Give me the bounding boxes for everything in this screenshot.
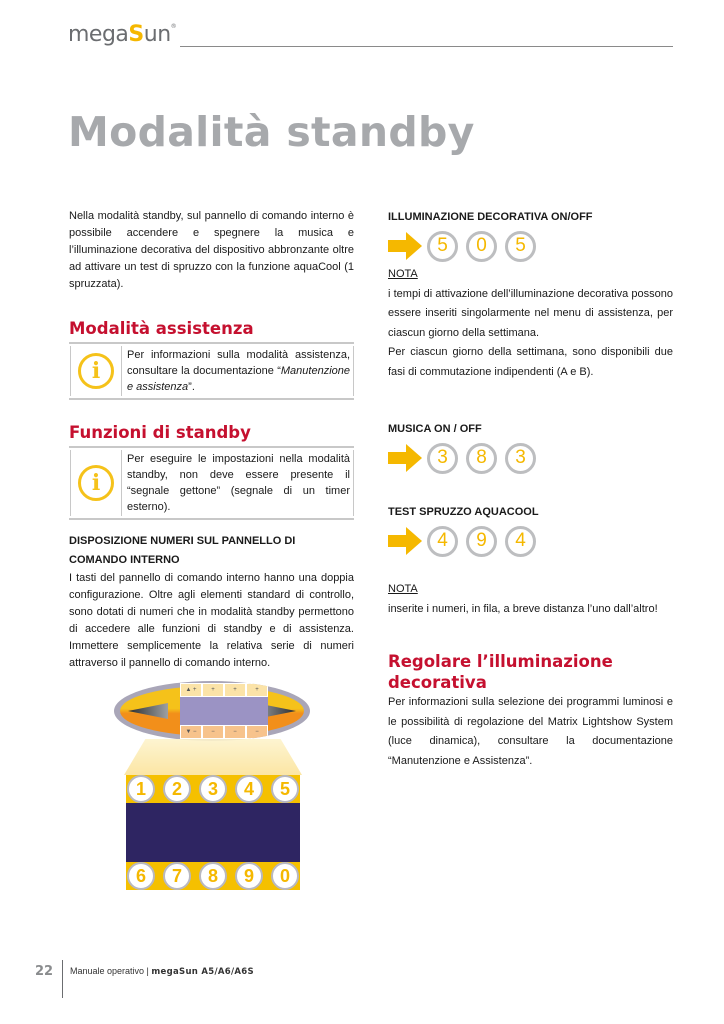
model-name: megaSun A5/A6/A6S <box>151 967 254 977</box>
panel-minus-button: − <box>246 725 268 739</box>
info-icon: i <box>78 465 114 501</box>
heading-regolare-illuminazione: Regolare l’illuminazione decorativa <box>388 652 613 692</box>
number-key: 4 <box>235 775 263 803</box>
arrow-right-icon <box>388 527 424 555</box>
info-text-pre: Per informazioni sulla modalità assistenza, consultare la documentazione “ <box>127 349 350 377</box>
logo-prefix: mega <box>68 22 129 47</box>
number-key: 7 <box>163 862 191 890</box>
info-icon: i <box>78 353 114 389</box>
number-key: 3 <box>199 775 227 803</box>
panel-plus-button: + <box>246 683 268 697</box>
code-musica <box>388 441 673 475</box>
code-illuminazione <box>388 229 673 263</box>
panel-dark-band <box>126 803 300 862</box>
code-digit: 3 <box>505 443 536 474</box>
nota-label: NOTA <box>388 268 418 280</box>
number-keys-bottom <box>126 862 300 890</box>
code-digit: 0 <box>466 231 497 262</box>
heading-funzioni-standby: Funzioni di standby <box>69 423 251 442</box>
megasun-logo <box>68 22 176 47</box>
panel-plus-button: + <box>224 683 246 697</box>
info-icon-cell <box>70 346 122 396</box>
heading-aquacool: TEST SPRUZZO AQUACOOL <box>388 506 539 518</box>
arrow-right-icon <box>388 444 424 472</box>
number-key: 8 <box>199 862 227 890</box>
disposizione-paragraph: I tasti del pannello di comando interno hanno una doppia configurazione. Oltre agli elementi standard di controllo, sono dotati di numeri che in modalità standby permettono di accedere alle funzioni di standby e di assistenza. Immettere semplicemente la relativa serie di numeri attraverso il pannello di comando interno. <box>69 572 354 669</box>
heading-illuminazione: ILLUMINAZIONE DECORATIVA ON/OFF <box>388 211 593 223</box>
intro-paragraph: Nella modalità standby, sul pannello di comando interno è possibile accendere e spegnere la musica e l’illuminazione decorativa del dispositivo abbronzante oltre ad attivare un test di spruzzo con la funzione aquaCool (1 spruzzata). <box>69 210 354 290</box>
info-icon-cell <box>70 450 122 516</box>
code-digit: 4 <box>505 526 536 557</box>
panel-minus-button: − <box>224 725 246 739</box>
arrow-right-icon <box>388 232 424 260</box>
code-digit: 5 <box>505 231 536 262</box>
info-text-funzioni: Per eseguire le impostazioni nella modalità standby, non deve essere presente il “segnale gettone” (segnale di un timer esterno). <box>122 450 354 516</box>
panel-oval <box>114 681 310 741</box>
right-column <box>388 208 673 771</box>
heading-musica: MUSICA ON / OFF <box>388 423 482 435</box>
info-box-assistenza <box>69 342 354 400</box>
number-keys-top <box>126 775 300 803</box>
nota-text-illuminazione-1: i tempi di attivazione dell’illuminazione decorativa possono essere inseriti singolarmente nel menu di assistenza, per ciascun giorno della settimana. <box>388 287 673 339</box>
panel-bottom-buttons <box>180 725 268 739</box>
panel-plus-button: + <box>202 683 224 697</box>
page-number: 22 <box>35 964 54 979</box>
code-digit: 4 <box>427 526 458 557</box>
registered-mark: ® <box>170 23 177 30</box>
info-text-emphasis: Manutenzione e assistenza <box>127 365 350 393</box>
logo-s: S <box>128 22 144 47</box>
logo-suffix: un <box>143 22 171 47</box>
footer-rule <box>62 960 63 998</box>
code-digit: 8 <box>466 443 497 474</box>
nota-text-illuminazione-2: Per ciascun giorno della settimana, sono disponibili due fasi di commutazione indipendenti (A e B). <box>388 346 673 378</box>
regolare-paragraph: Per informazioni sulla selezione dei programmi luminosi e le possibilità di regolazione del Matrix Lightshow System (luce dinamica), consultare la documentazione “Manutenzione e Assistenza”. <box>388 696 673 767</box>
header-rule <box>180 46 673 47</box>
number-key: 2 <box>163 775 191 803</box>
number-key: 0 <box>271 862 299 890</box>
info-text-assistenza <box>122 346 354 396</box>
doc-label: Manuale operativo | <box>70 966 152 976</box>
footer-doc-label <box>70 966 254 977</box>
nota-text-aquacool: inserite i numeri, in fila, a breve distanza l’uno dall’altro! <box>388 602 658 615</box>
panel-top-buttons <box>180 683 268 697</box>
panel-plus-button: ▲ + <box>180 683 202 697</box>
page-header <box>68 22 673 52</box>
number-key: 1 <box>127 775 155 803</box>
heading-modalita-assistenza: Modalità assistenza <box>69 319 254 338</box>
panel-minus-button: ▼ − <box>180 725 202 739</box>
code-digit: 5 <box>427 231 458 262</box>
code-digit: 3 <box>427 443 458 474</box>
code-digit: 9 <box>466 526 497 557</box>
page-title: Modalità standby <box>68 108 475 156</box>
number-key: 6 <box>127 862 155 890</box>
number-key: 9 <box>235 862 263 890</box>
light-beam <box>124 739 302 775</box>
panel-display <box>180 697 268 725</box>
control-panel-illustration <box>104 681 322 893</box>
number-key: 5 <box>271 775 299 803</box>
info-box-funzioni <box>69 446 354 520</box>
code-aquacool <box>388 524 673 558</box>
panel-minus-button: − <box>202 725 224 739</box>
left-column <box>69 208 354 672</box>
nota-label: NOTA <box>388 583 418 595</box>
heading-disposizione-numeri: DISPOSIZIONE NUMERI SUL PANNELLO DI COMANDO INTERNO <box>69 535 296 566</box>
info-text-post: ”. <box>188 381 195 393</box>
